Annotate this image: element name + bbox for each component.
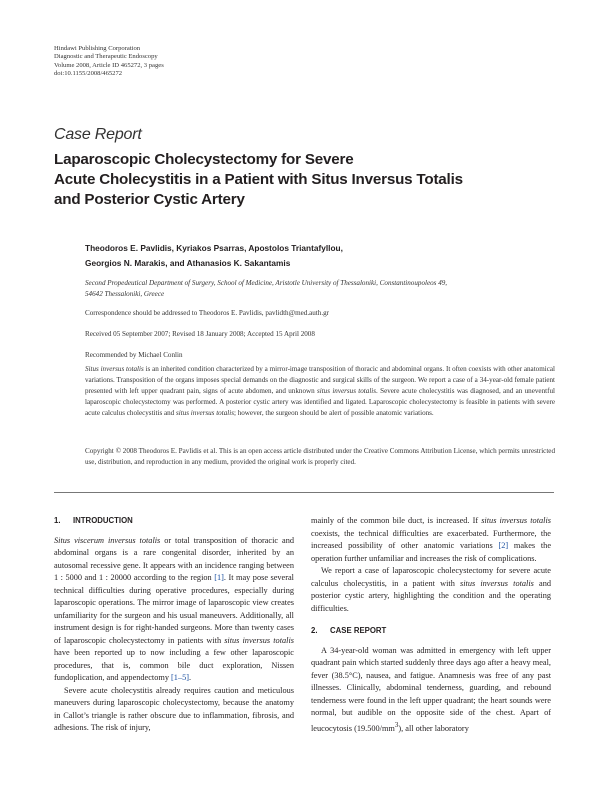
left-column <box>54 515 294 735</box>
right-column <box>311 515 551 735</box>
citation-link[interactable]: [1–5] <box>171 673 190 682</box>
section-title: CASE REPORT <box>330 626 387 635</box>
journal-doi[interactable]: doi:10.1155/2008/465272 <box>54 70 123 78</box>
citation-link[interactable]: [1] <box>214 573 224 582</box>
affiliation <box>85 278 555 300</box>
article-title <box>54 150 554 210</box>
italic-term: situs inversus totalis <box>224 635 294 645</box>
intro-paragraph <box>54 535 294 685</box>
journal-name: Diagnostic and Therapeutic Endoscopy <box>54 53 158 61</box>
paragraph-text: A 34-year-old woman was admitted in emergency with left upper quadrant pain which started suddenly three days ago after a heavy meal, fever (38.5°C), nausea, and fatigue. Anamnesis was free of any past illnesses. Clinically, abdominal tenderness, guarding, and rebound tenderness were found in the left upper quadrant; the heart sounds were normal, but audible on the opposite side of the chest. Apart of leucocytosis (19.500/mm <box>311 645 551 733</box>
paragraph-text: . <box>189 673 192 682</box>
author-line: Georgios N. Marakis, and Athanasios K. Sakantamis <box>85 257 291 268</box>
case-report-heading <box>311 625 551 638</box>
paragraph-text: coexists, the technical difficulties are exacerbated. Furthermore, the increased possibility of other anatomic variations <box>311 528 551 550</box>
section-number: 1. <box>54 516 61 525</box>
abstract-term: situs inversus totalis <box>316 386 377 395</box>
title-line: and Posterior Cystic Artery <box>54 191 245 208</box>
paragraph-text: We report a case of laparoscopic cholecystectomy for severe acute calculus cholecystitis, in a patient with <box>311 566 551 588</box>
intro-paragraph: Severe acute cholecystitis already requires caution and meticulous maneuvers during laparoscopic cholecystectomy, because the anatomy in Callot’s triangle is rather obscure due to inflammation, fibrosis, and adhesions. The risk of injury, <box>54 685 294 732</box>
journal-volume: Volume 2008, Article ID 465272, 3 pages <box>54 61 164 69</box>
superscript: 3 <box>394 721 399 729</box>
correspondence: Correspondence should be addressed to Theodoros E. Pavlidis, pavlidth@med.auth.gr <box>85 309 329 317</box>
affiliation-line: 54642 Thessaloniki, Greece <box>85 289 165 298</box>
citation-link[interactable]: [2] <box>498 541 509 550</box>
journal-header <box>54 45 164 79</box>
paragraph-text: mainly of the common bile duct, is increased. If <box>311 516 482 525</box>
abstract-text: is an inherited condition characterized by a mirror-image transposition of thoracic and abdominal organs. It often coexists with other anatomical variations. Transposition of the organs imposes special demands on the diagnostic and surgical skills of the surgeon. We report a case of a 34-year-old female patient presented with left upper quadrant pain, signs of acute abdomen, and unknown <box>85 365 555 395</box>
abstract-text: . Severe acute cholecystitis was diagnosed, and an uneventful laparoscopic cholecystectomy was performed. A posterior cystic artery was identified and ligated. Laparoscopic cholecystectomy is feasible in patients with severe acute calculus cholecystitis and <box>85 386 555 417</box>
italic-term: situs inversus totalis <box>460 578 534 588</box>
recommended-by: Recommended by Michael Conlin <box>85 351 183 359</box>
paragraph-text: and posterior cystic artery, highlighting the condition and the operating difficulties. <box>311 578 552 613</box>
intro-paragraph <box>311 565 551 615</box>
author-line: Theodoros E. Pavlidis, Kyriakos Psarras, Apostolos Triantafyllou, <box>85 243 343 253</box>
section-number: 2. <box>311 626 318 635</box>
publication-dates: Received 05 September 2007; Revised 18 January 2008; Accepted 15 April 2008 <box>85 330 315 338</box>
italic-term: Situs viscerum inversus totalis <box>54 535 161 545</box>
affiliation-line: Second Propedeutical Department of Surgery, School of Medicine, Aristotle University of Thessaloniki, Constantinoupoleos 49, <box>85 279 448 287</box>
paragraph-text: or total transposition of thoracic and abdominal organs is a rare congenital disorder, inherited by an autosomal recessive gene. It appears with an incidence ranging between 1 : 5000 and 1 : 20000 according to the region <box>54 535 294 582</box>
publisher-name: Hindawi Publishing Corporation <box>54 45 141 52</box>
abstract-term: Situs inversus totalis <box>85 365 144 373</box>
title-line: Laparoscopic Cholecystectomy for Severe <box>54 151 354 168</box>
abstract <box>85 364 555 419</box>
paragraph-text: ), all other laboratory <box>398 723 469 733</box>
abstract-text: ; however, the surgeon should be alert of possible anatomic variations. <box>233 408 434 417</box>
case-paragraph <box>311 645 551 735</box>
article-type: Case Report <box>54 126 142 143</box>
section-divider <box>54 492 554 493</box>
author-list <box>85 241 343 270</box>
intro-heading <box>54 515 294 528</box>
paragraph-text: have been reported up to now including a few other laparoscopic procedures, that is, common bile duct exploration, Nissen fundoplication, and appendectomy <box>54 648 294 682</box>
abstract-term: situs inversus totalis <box>176 408 234 417</box>
intro-paragraph-continued <box>311 515 551 565</box>
italic-term: situs inversus totalis <box>481 516 551 525</box>
section-title: INTRODUCTION <box>73 516 133 525</box>
paragraph-text: makes the operation further unfamiliar and increases the risk of complications. <box>311 541 552 563</box>
paragraph-text: . It may pose several technical difficulties during operative procedures, especially during laparoscopic operations. The mirror image of laparoscopic view creates unfamiliarity for the surgeon and his usual maneuvers. Additionally, all instrument design is for right-handed surgeons. More than twenty cases of laparoscopic cholecystectomy in patients with <box>54 573 294 645</box>
title-line: Acute Cholecystitis in a Patient with Situs Inversus Totalis <box>54 171 463 188</box>
copyright-notice: Copyright © 2008 Theodoros E. Pavlidis et al. This is an open access article distributed under the Creative Commons Attribution License, which permits unrestricted use, distribution, and reproduction in any medium, provided the original work is properly cited. <box>85 447 555 466</box>
